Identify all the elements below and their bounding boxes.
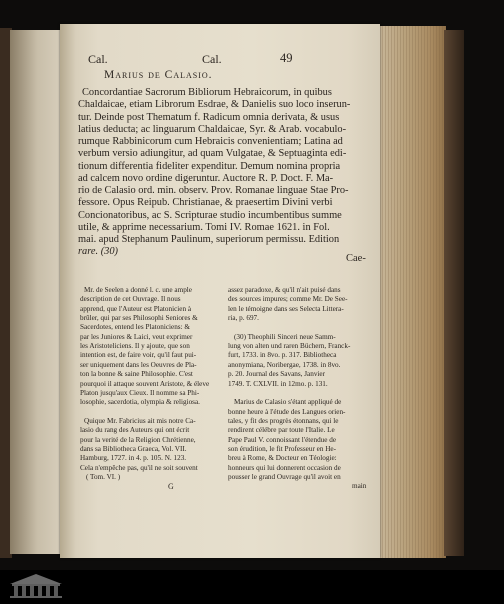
column-line: losophie, sacerdotia, olympia & religiosa.	[80, 398, 200, 407]
column-line: intention est, de faire voir, qu'il faut pui-	[80, 351, 197, 360]
column-line: Pape Paul V. connoissant l'étendue de	[228, 435, 337, 444]
column-line: 1749. T. CXLVII. in 12mo. p. 131.	[228, 379, 328, 388]
column-line: Quique Mr. Fabricius ait mis notre Ca-	[84, 416, 196, 425]
column-line: Platon jusqu'aux Cieux. Il nomme sa Phi-	[80, 388, 200, 397]
column-line: Hamburg, 1727. in 4. p. 105. N. 123.	[80, 454, 187, 463]
header-left: Cal.	[88, 52, 108, 66]
viewer-footer	[0, 570, 504, 601]
column-line: Marius de Calasio s'étant appliqué de	[234, 398, 342, 407]
column-line: par les Juniores & Laici, veut exprimer	[80, 332, 193, 341]
column-line: Sacerdotes, entend les Platoniciens: &	[80, 323, 190, 332]
page-edges	[376, 26, 446, 558]
column-line: (30) Theophili Sinceri neue Samm-	[234, 332, 336, 341]
column-line: des sources impures; comme Mr. De See-	[228, 295, 348, 304]
column-line: bonne heure à l'étude des Langues orien-	[228, 407, 346, 416]
column-line: furt, 1733. in 8vo. p. 317. Bibliotheca	[228, 351, 337, 360]
column-line: son érudition, le fit Professeur en He-	[228, 444, 336, 453]
main-line: utile, & apprime necessarium. Tomi IV. Romae 1621. in Fol.	[78, 221, 330, 233]
catchword: Cae-	[346, 253, 366, 264]
column-line: tales, y fit des progrès étonnans, qui le	[228, 416, 339, 425]
main-line: rumque Rabbinicorum cum Hebraicis convenientiam; Latina ad	[78, 136, 343, 147]
main-line: rio de Calasio ord. min. observ. Prov. Romanae linguae Stae Pro-	[78, 185, 349, 196]
column-line: pour la verité de la Religion Chrétienne,	[80, 435, 196, 444]
main-line: fessore. Opus Reipub. Christianae, & praesertim Divini verbi	[78, 197, 333, 209]
column-line: pourquoi il attaque souvent Aristote, & éleve	[80, 379, 210, 388]
header-right: Cal.	[202, 52, 222, 66]
column-line: p. 20. Journal des Savans, Janvier	[228, 370, 326, 379]
main-line: verbum versio adiungitur, ad quam Vulgatae, & Septuaginta edi-	[78, 148, 347, 160]
column-line: rendirent célébre par toute l'Italie. Le	[228, 426, 335, 435]
column-line: anonymiana, Noribergae, 1738. in 8vo.	[228, 360, 341, 369]
main-line: tionum differentia fideliter expenditur. Demum nomina propria	[78, 160, 341, 172]
column-line: apprend, que l'Auteur est Platonicien à	[80, 304, 192, 313]
main-line: latius deducta; ac linguarum Chaldaicae, Syr. & Arab. vocabulo-	[78, 123, 347, 135]
signature-mark: G	[168, 482, 174, 491]
main-line: Chaldaicae, etiam Librorum Esdrae, & Danielis suo loco inserun-	[78, 99, 351, 111]
column-line: brûler, qui par ses Philosophi Seniores &	[80, 314, 198, 323]
main-line: Concionatoribus, ac S. Scripturae studio incumbentibus summe	[78, 209, 342, 221]
column-line: lung von alten und raren Büchern, Franck-	[228, 342, 351, 351]
main-line: tur. Deinde post Thematum f. Radicum omnia derivata, & usus	[78, 111, 340, 123]
column-line: ria, p. 697.	[228, 314, 259, 323]
column-line: lasio du rang des Auteurs qui ont écrit	[80, 426, 190, 435]
main-line: ad calcem novo ordine digeruntur. Auctore R. P. Doct. F. Ma-	[78, 172, 334, 184]
column-line: honneurs qui lui donnerent occasion de	[228, 463, 341, 472]
page-number: 49	[280, 51, 293, 65]
column-line: description de cet Ouvrage. Il nous	[80, 295, 181, 304]
main-line: mai. apud Stephanum Paulinum, superiorum permissu. Edition	[78, 234, 340, 245]
column-line: assez paradoxe, & qu'il n'ait puisé dans	[228, 286, 341, 294]
column-line: les Aristoteliciens. Il y ajoute, que son	[80, 342, 190, 351]
column-line: ton la bonne & saine Philosophie. C'est	[80, 370, 193, 379]
library-building-icon	[4, 572, 68, 599]
column-line: pousser le grand Ouvrage qu'il avoit en	[228, 473, 341, 481]
column-line: breu à Rome, & Docteur en Téologie:	[228, 454, 337, 463]
column-line: Cela n'empêche pas, qu'il ne soit souvent	[80, 463, 198, 472]
book-page	[60, 24, 380, 558]
entry-title: Marius de Calasio.	[104, 69, 213, 81]
column-line: len le témoigne dans ses Selecta Littera-	[228, 304, 344, 313]
column-line: ( Tom. VI. )	[86, 473, 121, 481]
column-line: dans sa Bibliotheca Graeca, Vol. VII.	[80, 444, 187, 453]
catchword-main: main	[352, 482, 367, 490]
back-cover	[444, 30, 464, 556]
main-line: Concordantiae Sacrorum Bibliorum Hebraicorum, in quibus	[82, 87, 332, 98]
column-line: Mr. de Seelen a donné l. c. une ample	[84, 286, 192, 294]
column-line: ser uniquement dans les Oeuvres de Pla-	[80, 360, 197, 369]
main-line: rare. (30)	[78, 246, 119, 258]
